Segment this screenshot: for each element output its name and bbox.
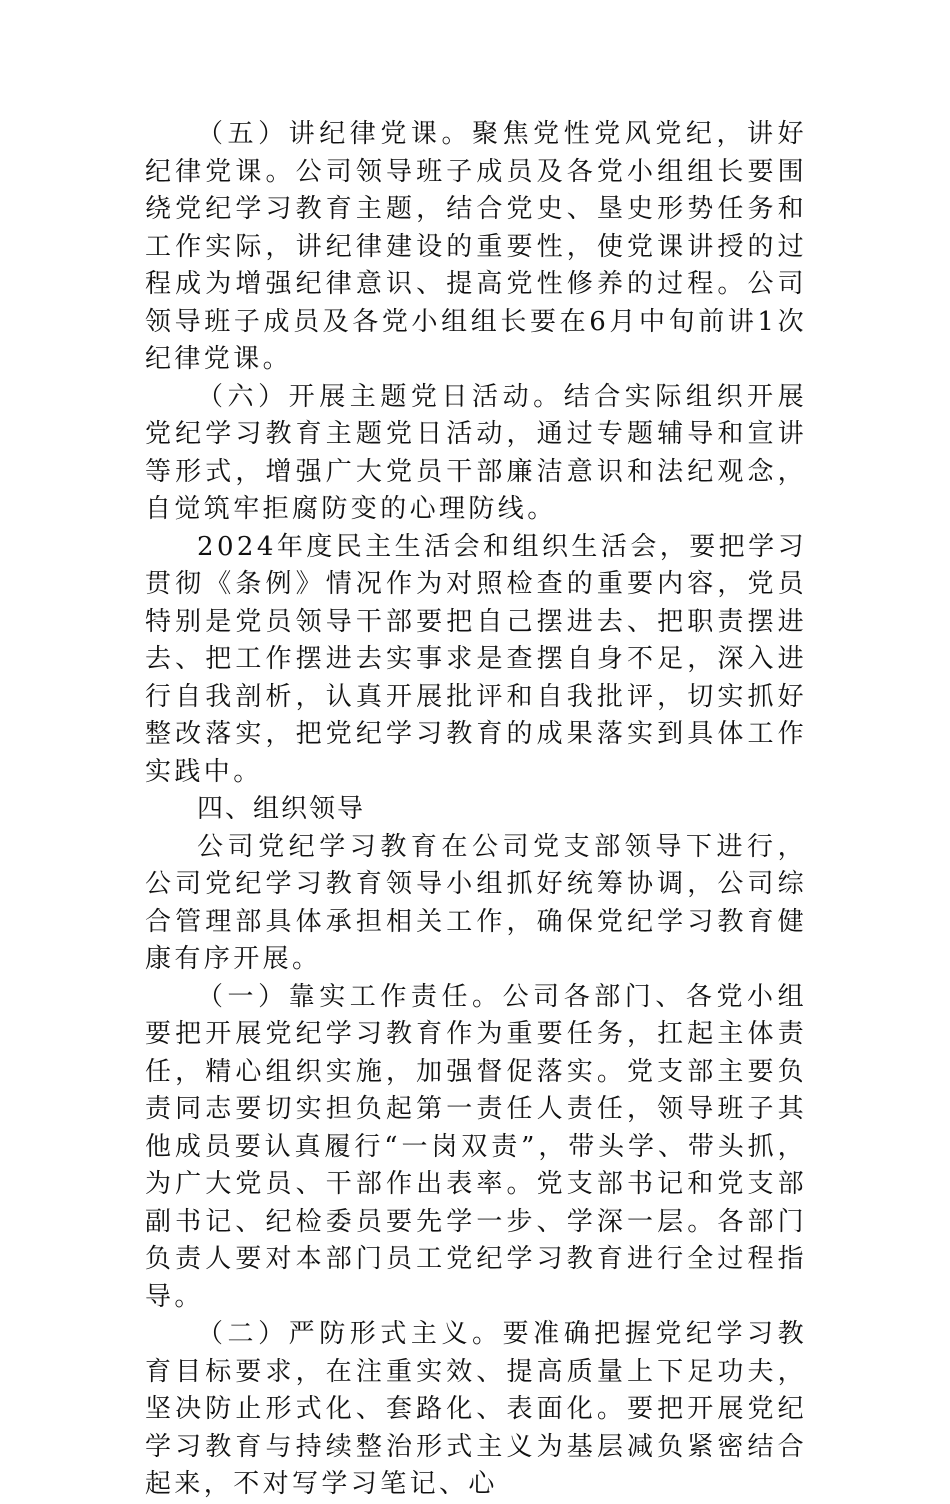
paragraph-heading: （一）靠实工作责任。 xyxy=(197,981,503,1012)
paragraph-six xyxy=(145,379,807,529)
paragraph-text: 要准确把握党纪学习教育目标要求，在注重实效、提高质量上下足功夫，坚决防止形式化、套路化、表面化。要把开展党纪学习教育与持续整治形式主义为基层减负紧密结合起来，不对写学习笔记、心 xyxy=(145,1319,807,1499)
paragraph-text: 2024年度民主生活会和组织生活会，要把学习贯彻《条例》情况作为对照检查的重要内容，党员特别是党员领导干部要把自己摆进去、把职责摆进去、把工作摆进去实事求是查摆自身不足，深入进行自我剖析，认真开展批评和自我批评，切实抓好整改落实，把党纪学习教育的成果落实到具体工作实践中。 xyxy=(145,531,807,787)
document-body xyxy=(145,116,807,1504)
paragraph-heading: （二）严防形式主义。 xyxy=(197,1319,503,1349)
section-title: 四、组织领导 xyxy=(197,794,366,824)
paragraph-organization xyxy=(145,829,807,979)
paragraph-text: 聚焦党性党风党纪，讲好纪律党课。公司领导班子成员及各党小组组长要围绕党纪学习教育主题，结合党史、垦史形势任务和工作实际，讲纪律建设的重要性，使党课讲授的过程成为增强纪律意识、提高党性修养的过程。公司领导班子成员及各党小组组长要在6月中旬前讲1次纪律党课。 xyxy=(145,119,807,374)
paragraph-two xyxy=(145,1316,807,1504)
paragraph-life-meeting xyxy=(145,529,807,792)
paragraph-five xyxy=(145,116,807,379)
paragraph-text: 公司各部门、各党小组要把开展党纪学习教育作为重要任务，扛起主体责任，精心组织实施，加强督促落实。党支部主要负责同志要切实担负起第一责任人责任，领导班子其他成员要认真履行“一岗双责”，带头学、带头抓，为广大党员、干部作出表率。党支部书记和党支部副书记、纪检委员要先学一步、学深一层。各部门负责人要对本部门员工党纪学习教育进行全过程指导。 xyxy=(145,981,807,1312)
paragraph-heading: （五）讲纪律党课。 xyxy=(197,119,473,149)
paragraph-text: 公司党纪学习教育在公司党支部领导下进行，公司党纪学习教育领导小组抓好统筹协调，公司综合管理部具体承担相关工作，确保党纪学习教育健康有序开展。 xyxy=(145,831,807,974)
paragraph-text: 结合实际组织开展党纪学习教育主题党日活动，通过专题辅导和宣讲等形式，增强广大党员干部廉洁意识和法纪观念，自觉筑牢拒腐防变的心理防线。 xyxy=(145,381,807,524)
paragraph-heading: （六）开展主题党日活动。 xyxy=(197,381,564,412)
paragraph-one xyxy=(145,979,807,1317)
